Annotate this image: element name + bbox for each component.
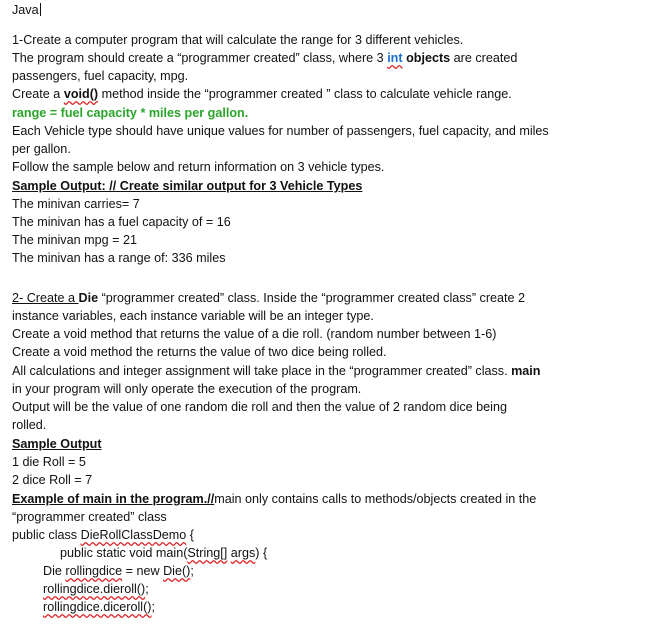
p1-text: 1-Create a computer program that will calculate the range for 3 different vehicles. (12, 33, 464, 47)
doc-title-line[interactable] (12, 1, 41, 19)
p2-text: rolled. (12, 418, 47, 432)
p2-text: All calculations and integer assignment will take place in the “programmer created” class. (12, 364, 512, 378)
doc-title: Java (12, 3, 39, 17)
p2-text: in your program will only operate the execution of the program. (12, 382, 362, 396)
code-text: ; (151, 600, 155, 614)
p2-text: Output will be the value of one random die roll and then the value of 2 random dice being (12, 400, 507, 414)
p2-line-8 (12, 416, 46, 434)
code-text: { (186, 528, 195, 542)
sample-text: The minivan has a range of: 336 miles (12, 251, 226, 265)
p2-text: 2- Create a (12, 291, 79, 305)
main-word: main (511, 364, 541, 378)
p1-text: The program should create a “programmer created” class, where 3 (12, 51, 388, 65)
example-heading: Example of main in the program.// (12, 492, 215, 506)
p1-text: are created (450, 51, 518, 65)
rollingdice-var: rollingdice (65, 564, 123, 578)
text-cursor (40, 3, 41, 16)
p2-line-3 (12, 325, 496, 343)
range-formula-text: range = fuel capacity * miles per gallon. (12, 106, 249, 120)
args-param: args (230, 546, 256, 560)
p2-line-2 (12, 307, 374, 325)
p1-text: method inside the “programmer created ” class to calculate vehicle range. (98, 87, 512, 101)
heading-text: Sample Output: // Create similar output for 3 Vehicle Types (12, 179, 363, 193)
dieroll-call: rollingdice.dieroll() (43, 582, 146, 596)
p1-text: Follow the sample below and return information on 3 vehicle types. (12, 160, 385, 174)
sample-line-6 (12, 471, 92, 489)
p2-line-13 (12, 508, 167, 526)
range-formula (12, 104, 248, 122)
sample-text: 1 die Roll = 5 (12, 455, 86, 469)
p1-line-7 (12, 140, 71, 158)
objects-word: objects (402, 51, 451, 65)
code-text: Die (43, 564, 66, 578)
p1-line-2 (12, 49, 517, 67)
p2-text: “programmer created” class (12, 510, 167, 524)
code-line-2 (60, 544, 267, 562)
die-class-word: Die (78, 291, 99, 305)
p2-line-4 (12, 343, 387, 361)
sample-text: 2 dice Roll = 7 (12, 473, 93, 487)
p2-line-5 (12, 362, 541, 380)
code-text: public class (12, 528, 81, 542)
p2-text: Create a void method the returns the value of two dice being rolled. (12, 345, 387, 359)
p1-line-8 (12, 158, 384, 176)
p1-text: Create a (12, 87, 64, 101)
die-constructor: Die() (163, 564, 191, 578)
code-line-1 (12, 526, 194, 544)
sample-line-2 (12, 213, 231, 231)
p2-text: main only contains calls to methods/objects created in the (214, 492, 537, 506)
p1-text: Each Vehicle type should have unique values for number of passengers, fuel capacity, and miles (12, 124, 549, 138)
code-text: ; (190, 564, 194, 578)
p2-text: instance variables, each instance variable will be an integer type. (12, 309, 374, 323)
code-line-4 (43, 580, 149, 598)
p2-line-6 (12, 380, 361, 398)
sample-text: The minivan carries= 7 (12, 197, 140, 211)
sample-output-heading-1 (12, 177, 362, 195)
sample-text: The minivan has a fuel capacity of = 16 (12, 215, 231, 229)
sample-line-1 (12, 195, 140, 213)
sample-line-4 (12, 249, 226, 267)
sample-line-3 (12, 231, 137, 249)
diceroll-call: rollingdice.diceroll() (43, 600, 152, 614)
p2-line-1 (12, 289, 525, 307)
sample-line-5 (12, 453, 86, 471)
void-method: void() (63, 87, 99, 101)
string-array-type: String[] (187, 546, 228, 560)
code-text: public static void main( (60, 546, 188, 560)
int-keyword: int (387, 51, 403, 65)
example-main-line (12, 490, 536, 508)
class-name: DieRollClassDemo (80, 528, 187, 542)
sample-text: The minivan mpg = 21 (12, 233, 137, 247)
heading-text: Sample Output (12, 437, 102, 451)
p1-text: passengers, fuel capacity, mpg. (12, 69, 189, 83)
sample-output-heading-2 (12, 435, 102, 453)
p1-line-3 (12, 67, 188, 85)
p1-line-4 (12, 85, 512, 103)
p2-text: Create a void method that returns the value of a die roll. (random number between 1-6) (12, 327, 497, 341)
p2-text: “programmer created” class. Inside the “programmer created class” create 2 (98, 291, 526, 305)
code-line-3 (43, 562, 194, 580)
p2-line-7 (12, 398, 507, 416)
p1-line-6 (12, 122, 549, 140)
code-text: ; (145, 582, 149, 596)
code-text: ) { (255, 546, 268, 560)
code-text: = new (122, 564, 164, 578)
p1-text: per gallon. (12, 142, 71, 156)
p1-line-1 (12, 31, 463, 49)
code-line-5 (43, 598, 155, 616)
